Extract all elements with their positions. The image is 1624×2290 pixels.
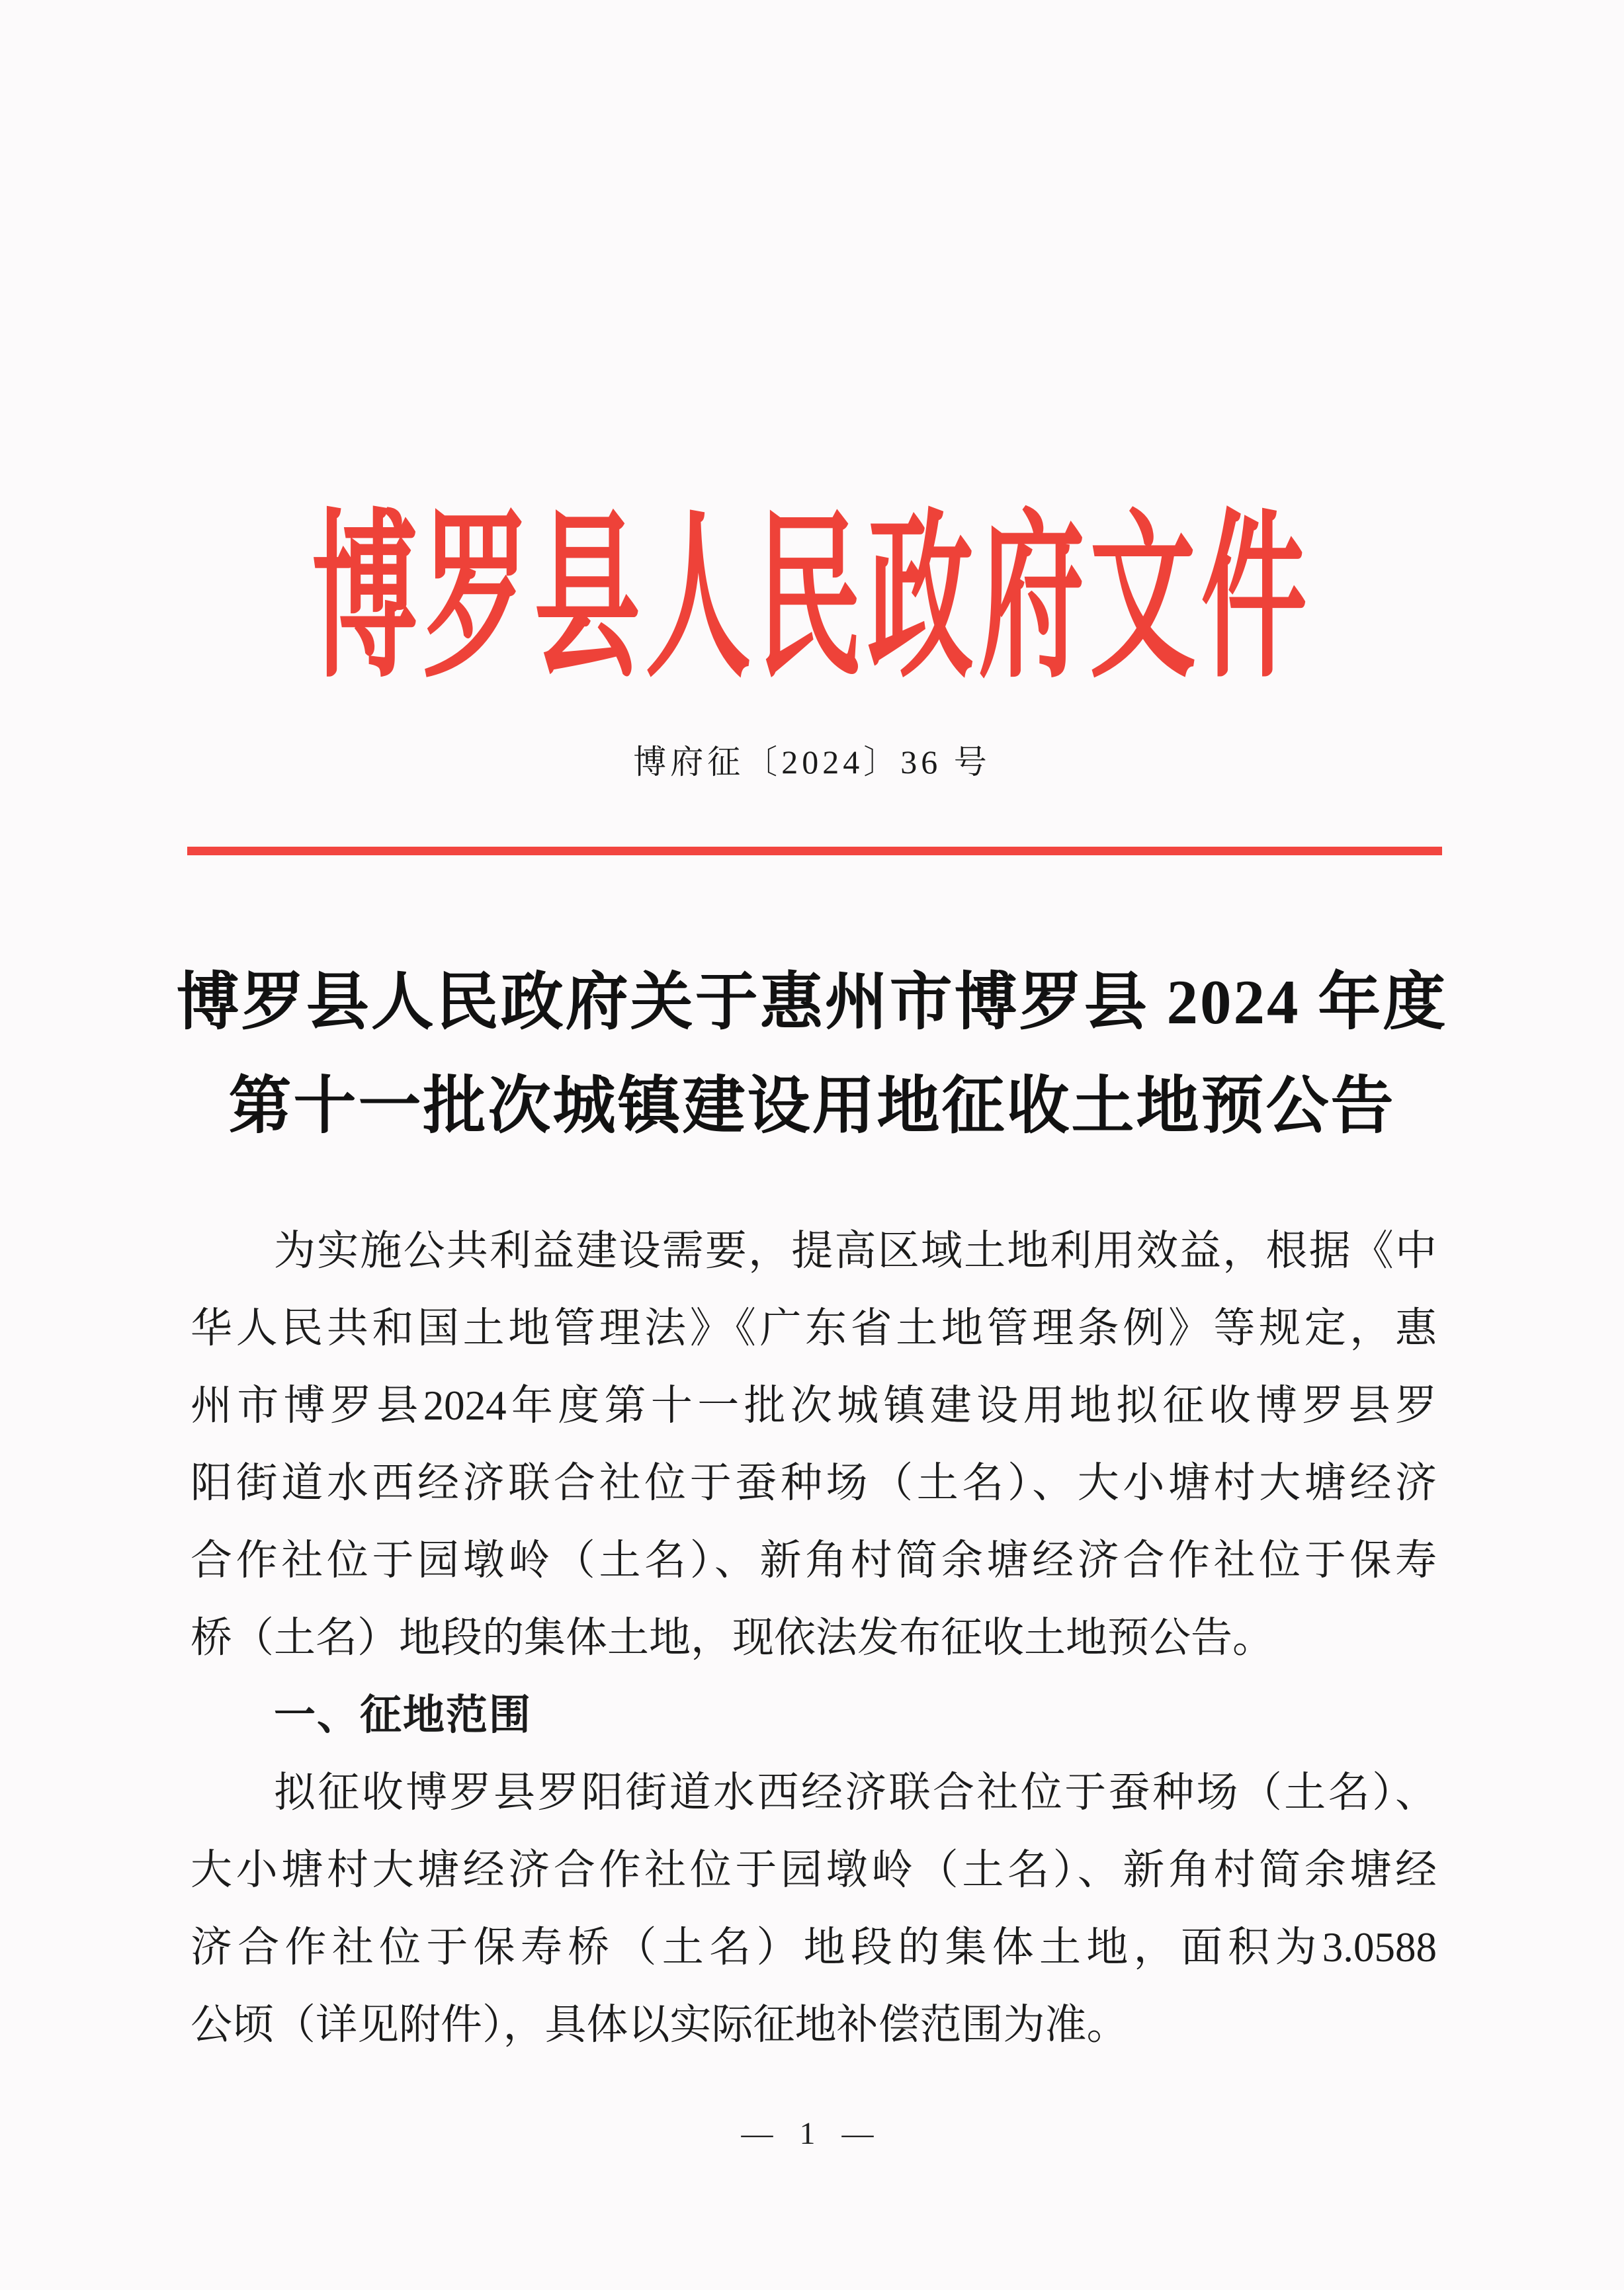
body-line: 阳街道水西经济联合社位于蚕种场（土名）、大小塘村大塘经济 [191,1460,1437,1506]
page-number: — 1 — [741,2116,883,2151]
body-line: 州市博罗县2024年度第十一批次城镇建设用地拟征收博罗县罗 [191,1382,1437,1429]
banner-title: 博罗县人民政府文件 [312,499,1312,699]
body-line: 桥（土名）地段的集体土地，现依法发布征收土地预公告。 [191,1615,1274,1661]
body-line: 为实施公共利益建设需要，提高区域土地利用效益，根据《中 [274,1228,1437,1274]
document-title-line2: 第十一批次城镇建设用地征收土地预公告 [228,1071,1396,1141]
document-title-line1: 博罗县人民政府关于惠州市博罗县 2024 年度 [176,967,1448,1037]
document-title [0,951,1624,1158]
red-divider [187,847,1442,855]
body-line: 合作社位于园墩岭（土名）、新角村简余塘经济合作社位于保寿 [191,1537,1437,1584]
banner [0,499,1624,699]
doc-number: 博府征〔2024〕36 号 [633,743,991,781]
body-line: 大小塘村大塘经济合作社位于园墩岭（土名）、新角村简余塘经 [191,1847,1437,1893]
body-line: 公顷（详见附件），具体以实际征地补偿范围为准。 [191,2002,1129,2048]
body-line: 拟征收博罗县罗阳街道水西经济联合社位于蚕种场（土名）、 [274,1769,1437,1816]
body-text [191,1212,1437,2064]
body-line: 济合作社位于保寿桥（土名）地段的集体土地，面积为3.0588 [191,1924,1437,1971]
body-line: 华人民共和国土地管理法》《广东省土地管理条例》等规定，惠 [191,1305,1437,1351]
section-heading: 一、征地范围 [274,1692,532,1738]
